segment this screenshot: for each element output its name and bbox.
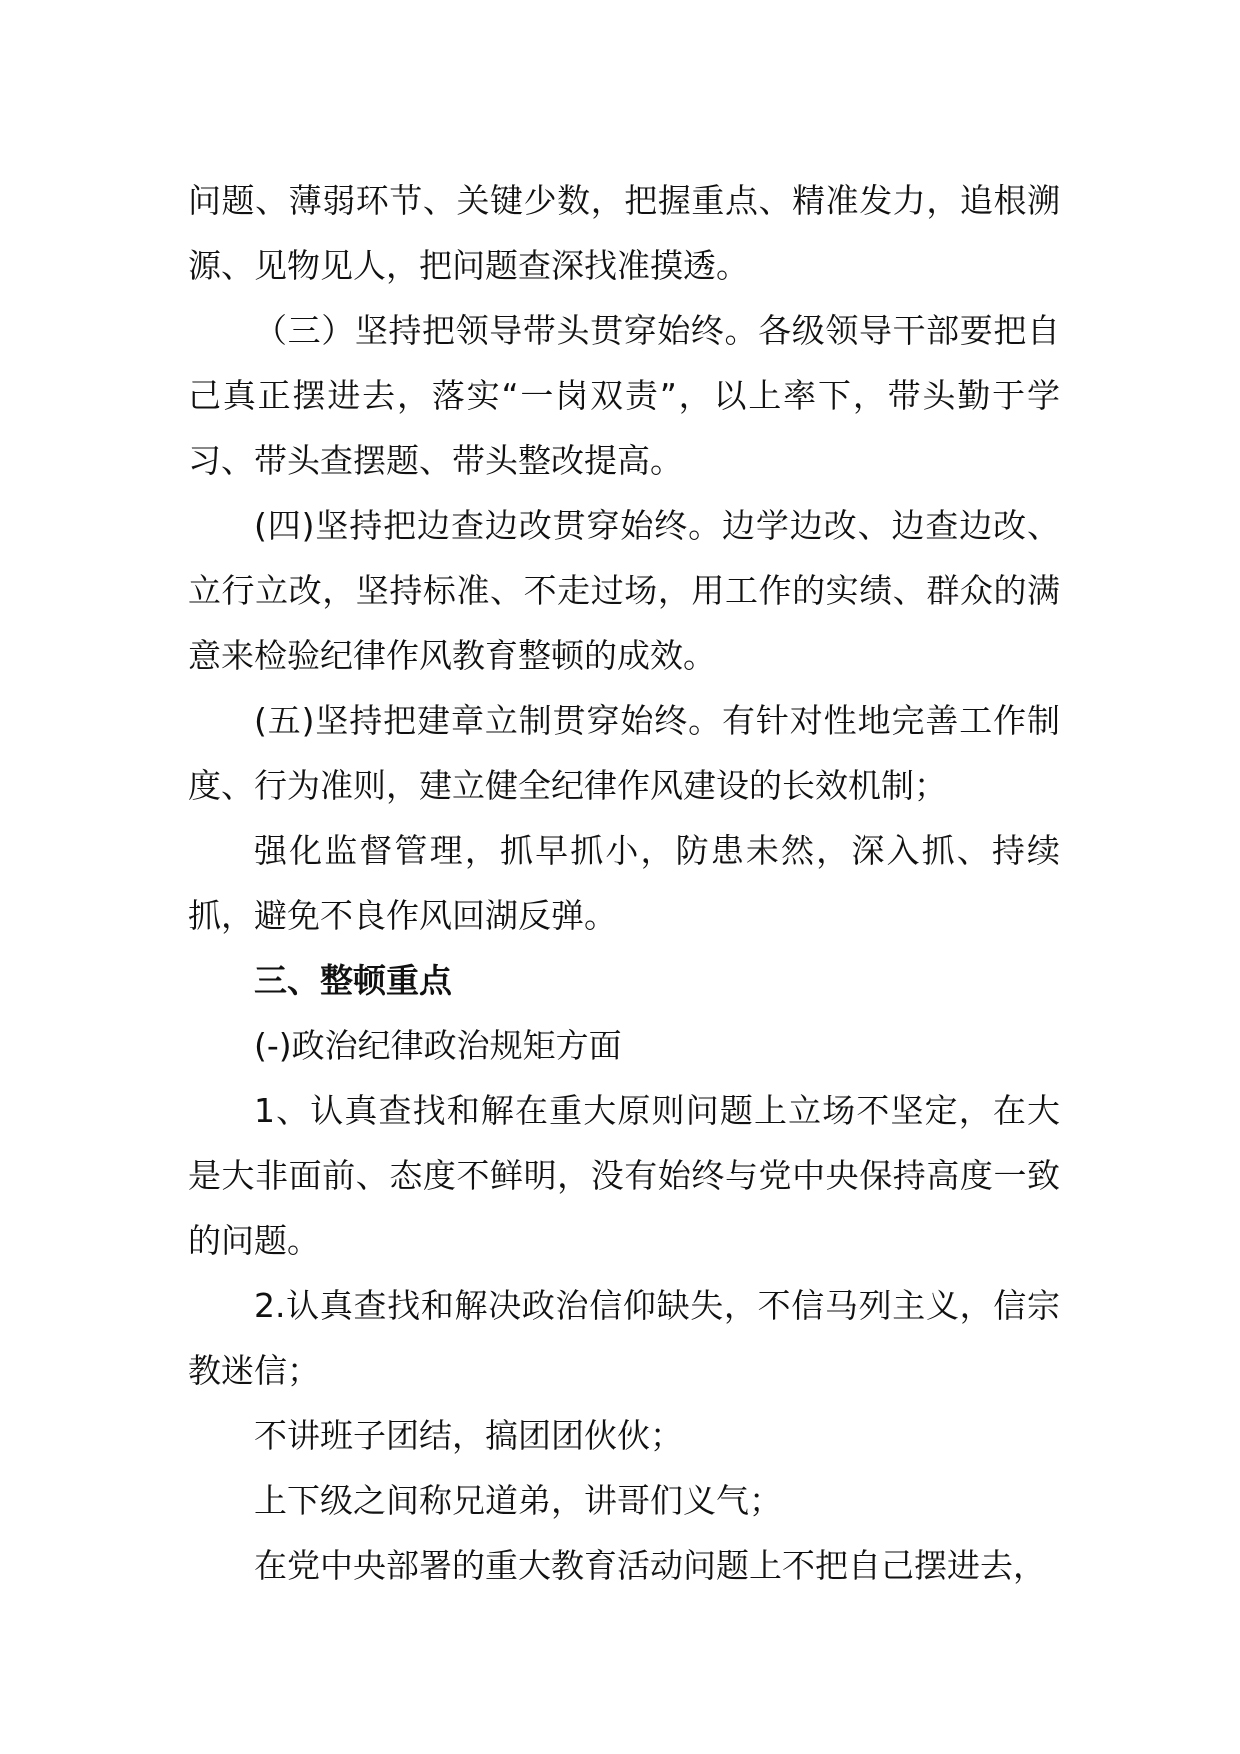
paragraph-item-2: 2.认真查找和解决政治信仰缺失，不信马列主义，信宗教迷信； bbox=[188, 1286, 1060, 1390]
paragraph-1: 问题、薄弱环节、关键少数，把握重点、精准发力，追根溯源、见物见人，把问题查深找准摸透。 bbox=[188, 181, 1060, 285]
paragraph-item-1: 1、认真查找和解在重大原则问题上立场不坚定，在大是大非面前、态度不鲜明，没有始终与党中央保持高度一致的问题。 bbox=[188, 1091, 1060, 1260]
paragraph-3: (四)坚持把边查边改贯穿始终。边学边改、边查边改、立行立改，坚持标准、不走过场，用工作的实绩、群众的满意来检验纪律作风教育整顿的成效。 bbox=[188, 506, 1060, 675]
paragraph-5: 强化监督管理，抓早抓小，防患未然，深入抓、持续抓，避免不良作风回湖反弹。 bbox=[188, 831, 1060, 935]
paragraph-9: 不讲班子团结，搞团团伙伙； bbox=[254, 1416, 683, 1455]
document-body bbox=[188, 168, 1060, 1598]
paragraph-4: (五)坚持把建章立制贯穿始终。有针对性地完善工作制度、行为准则，建立健全纪律作风建设的长效机制； bbox=[188, 701, 1060, 805]
section-heading: 三、整顿重点 bbox=[254, 961, 452, 1000]
paragraph-11: 在党中央部署的重大教育活动问题上不把自己摆进去， bbox=[254, 1546, 1046, 1585]
paragraph-2: （三）坚持把领导带头贯穿始终。各级领导干部要把自己真正摆进去，落实“一岗双责”，以上率下，带头勤于学习、带头查摆题、带头整改提高。 bbox=[188, 311, 1060, 480]
subsection-heading: (-)政治纪律政治规矩方面 bbox=[254, 1026, 622, 1065]
paragraph-10: 上下级之间称兄道弟，讲哥们义气； bbox=[254, 1481, 782, 1520]
